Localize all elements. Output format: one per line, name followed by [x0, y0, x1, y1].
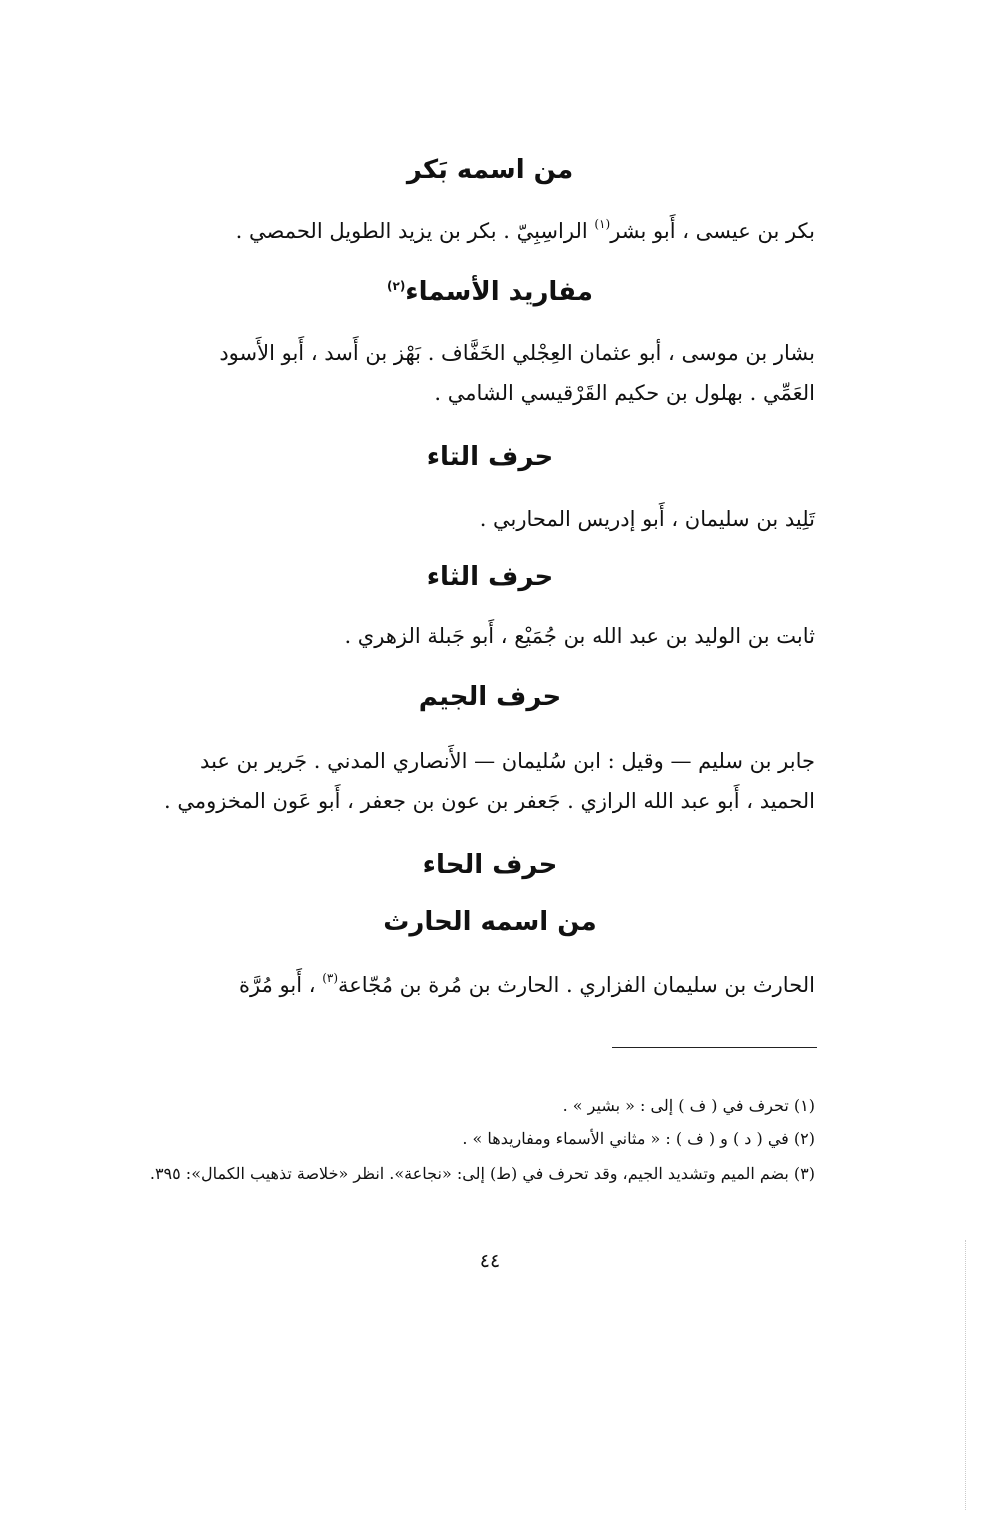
entry-harith-text-a: الحارث بن سليمان الفزاري . الحارث بن مُرة بن مُجّاعة	[338, 973, 815, 997]
entry-taa: تَلِيد بن سليمان ، أَبو إدريس المحاربي .	[479, 507, 815, 531]
heading-haa: حرف الحاء	[422, 850, 558, 880]
footnote-ref-1: (١)	[594, 217, 611, 231]
heading-taa: حرف التاء	[426, 442, 554, 472]
entry-jeem-line1: جابر بن سليم — وقيل : ابن سُليمان — الأَنصاري المدني . جَرير بن عبد	[200, 749, 815, 773]
heading-jeem: حرف الجيم	[418, 682, 562, 712]
footnote-ref-2: (٢)	[387, 279, 406, 293]
heading-mafarid-text: مفاريد الأسماء	[405, 277, 593, 307]
entry-bakr-text-b: الراسِبِيّ . بكر بن يزيد الطويل الحمصي .	[235, 219, 595, 243]
heading-bakr: من اسمه بَكر	[406, 155, 574, 185]
heading-harith: من اسمه الحارث	[383, 907, 597, 937]
entry-thaa: ثابت بن الوليد بن عبد الله بن جُمَيْع ، أَبو جَبلة الزهري .	[344, 624, 815, 648]
footnote-3: (٣) بضم الميم وتشديد الجيم، وقد تحرف في (ط) إلى: «نجاعة». انظر «خلاصة تذهيب الكمال»: ٣٩٥.	[149, 1164, 815, 1183]
entry-bakr-text-a: بكر بن عيسى ، أَبو بشر	[610, 219, 815, 243]
page-number: ٤٤	[479, 1250, 501, 1272]
footnote-ref-3: (٣)	[322, 971, 339, 985]
heading-mafarid	[160, 272, 820, 316]
entry-harith-text-b: ، أَبو مُرَّة	[239, 973, 323, 997]
footnote-2: (٢) في ( د ) و ( ف ) : « مثاني الأسماء ومفاريدها » .	[462, 1129, 815, 1148]
entry-mafarid-line1: بشار بن موسى ، أبو عثمان العِجْلي الخَفَّاف . بَهْز بن أَسد ، أَبو الأَسود	[219, 341, 815, 365]
entry-mafarid-line2: العَمِّي . بهلول بن حكيم القَرْقيسي الشامي .	[434, 381, 815, 405]
footnote-divider	[612, 1047, 817, 1048]
entry-harith	[150, 966, 815, 1007]
scan-edge-marks	[965, 1240, 966, 1510]
entry-bakr	[150, 212, 815, 253]
entry-jeem-line2: الحميد ، أَبو عبد الله الرازي . جَعفر بن عون بن جعفر ، أَبو عَون المخزومي .	[164, 789, 815, 813]
heading-thaa: حرف الثاء	[426, 562, 554, 592]
footnote-1: (١) تحرف في ( ف ) إلى : « بشير » .	[562, 1096, 815, 1115]
